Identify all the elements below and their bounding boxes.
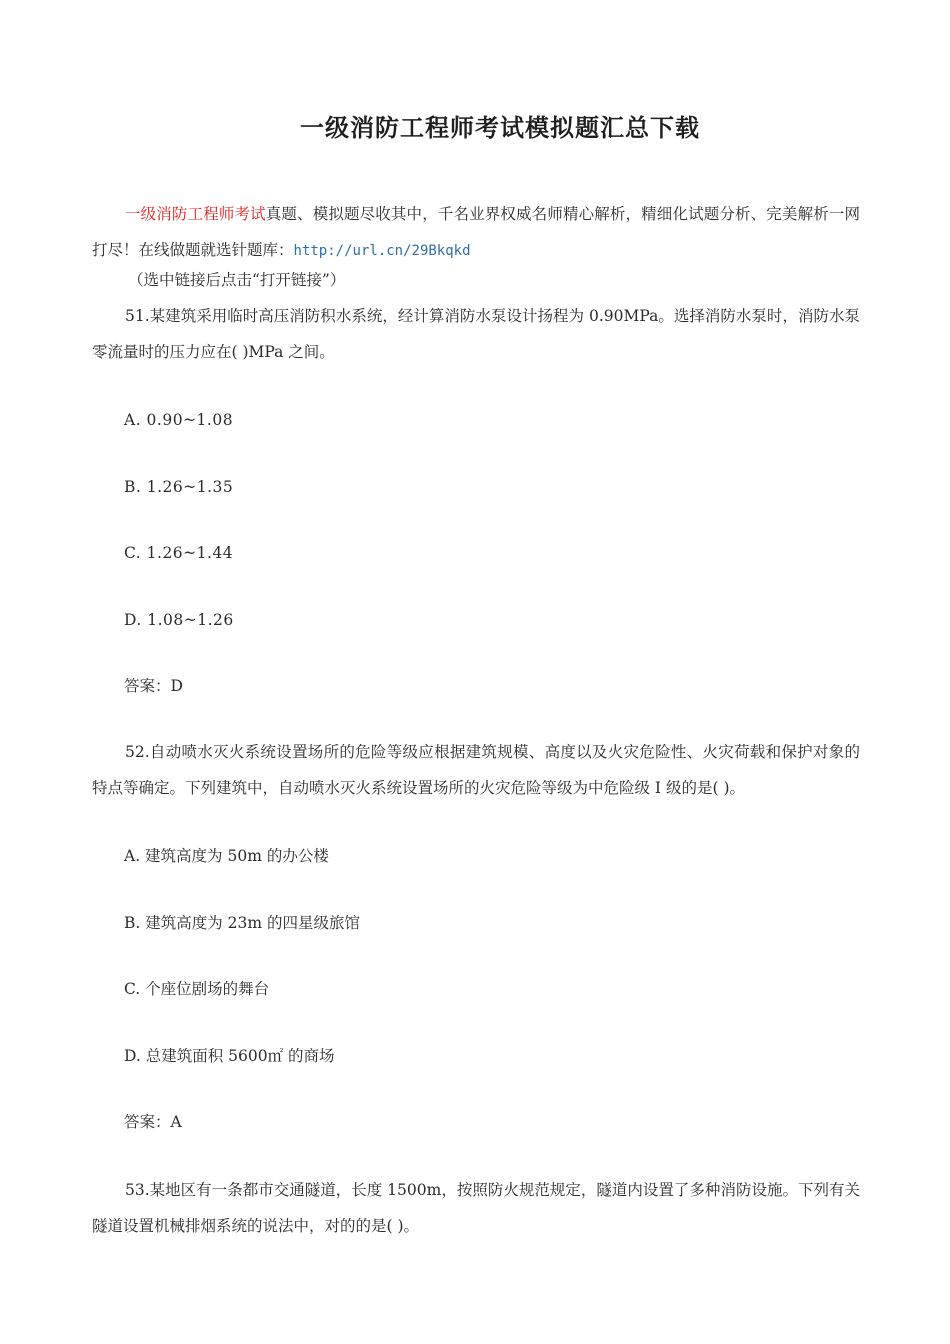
question-52-option-c: C. 个座位剧场的舞台 [124,980,270,998]
question-51-option-c: C. 1.26~1.44 [124,544,234,562]
intro-highlight: 一级消防工程师考试 [125,205,266,223]
question-52-option-b: B. 建筑高度为 23m 的四星级旅馆 [124,914,361,932]
question-51-option-b: B. 1.26~1.35 [124,478,234,496]
intro-paragraph [92,196,860,269]
link-hint: （选中链接后点击“打开链接”） [128,271,346,289]
question-53-stem: 53.某地区有一条都市交通隧道，长度 1500m，按照防火规范规定，隧道内设置了多种消防设施。下列有关隧道设置机械排烟系统的说法中，对的的是( )。 [92,1181,860,1235]
intro-text: 真题、模拟题尽收其中，千名业界权威名师精心解析，精细化试题分析、完美解析一网打尽！在线做题就选针题库： [92,205,860,259]
question-52-option-a: A. 建筑高度为 50m 的办公楼 [124,847,329,865]
question-51-option-d: D. 1.08~1.26 [124,611,234,629]
question-52-stem: 52.自动喷水灭火系统设置场所的危险等级应根据建筑规模、高度以及火灾危险性、火灾荷载和保护对象的特点等确定。下列建筑中，自动喷水灭火系统设置场所的火灾危险等级为中危险级 I 级的是( )。 [92,743,860,797]
question-51-option-a: A. 0.90~1.08 [124,411,234,429]
question-52-option-d: D. 总建筑面积 5600㎡ 的商场 [124,1047,335,1065]
question-51-answer: 答案：D [124,677,183,695]
question-52-answer: 答案：A [124,1113,182,1131]
page-title: 一级消防工程师考试模拟题汇总下载 [300,114,700,142]
question-bank-link[interactable]: http://url.cn/29Bkqkd [293,243,471,259]
question-51-stem: 51.某建筑采用临时高压消防积水系统，经计算消防水泵设计扬程为 0.90MPa。选择消防水泵时，消防水泵零流量时的压力应在( )MPa 之间。 [92,307,860,361]
